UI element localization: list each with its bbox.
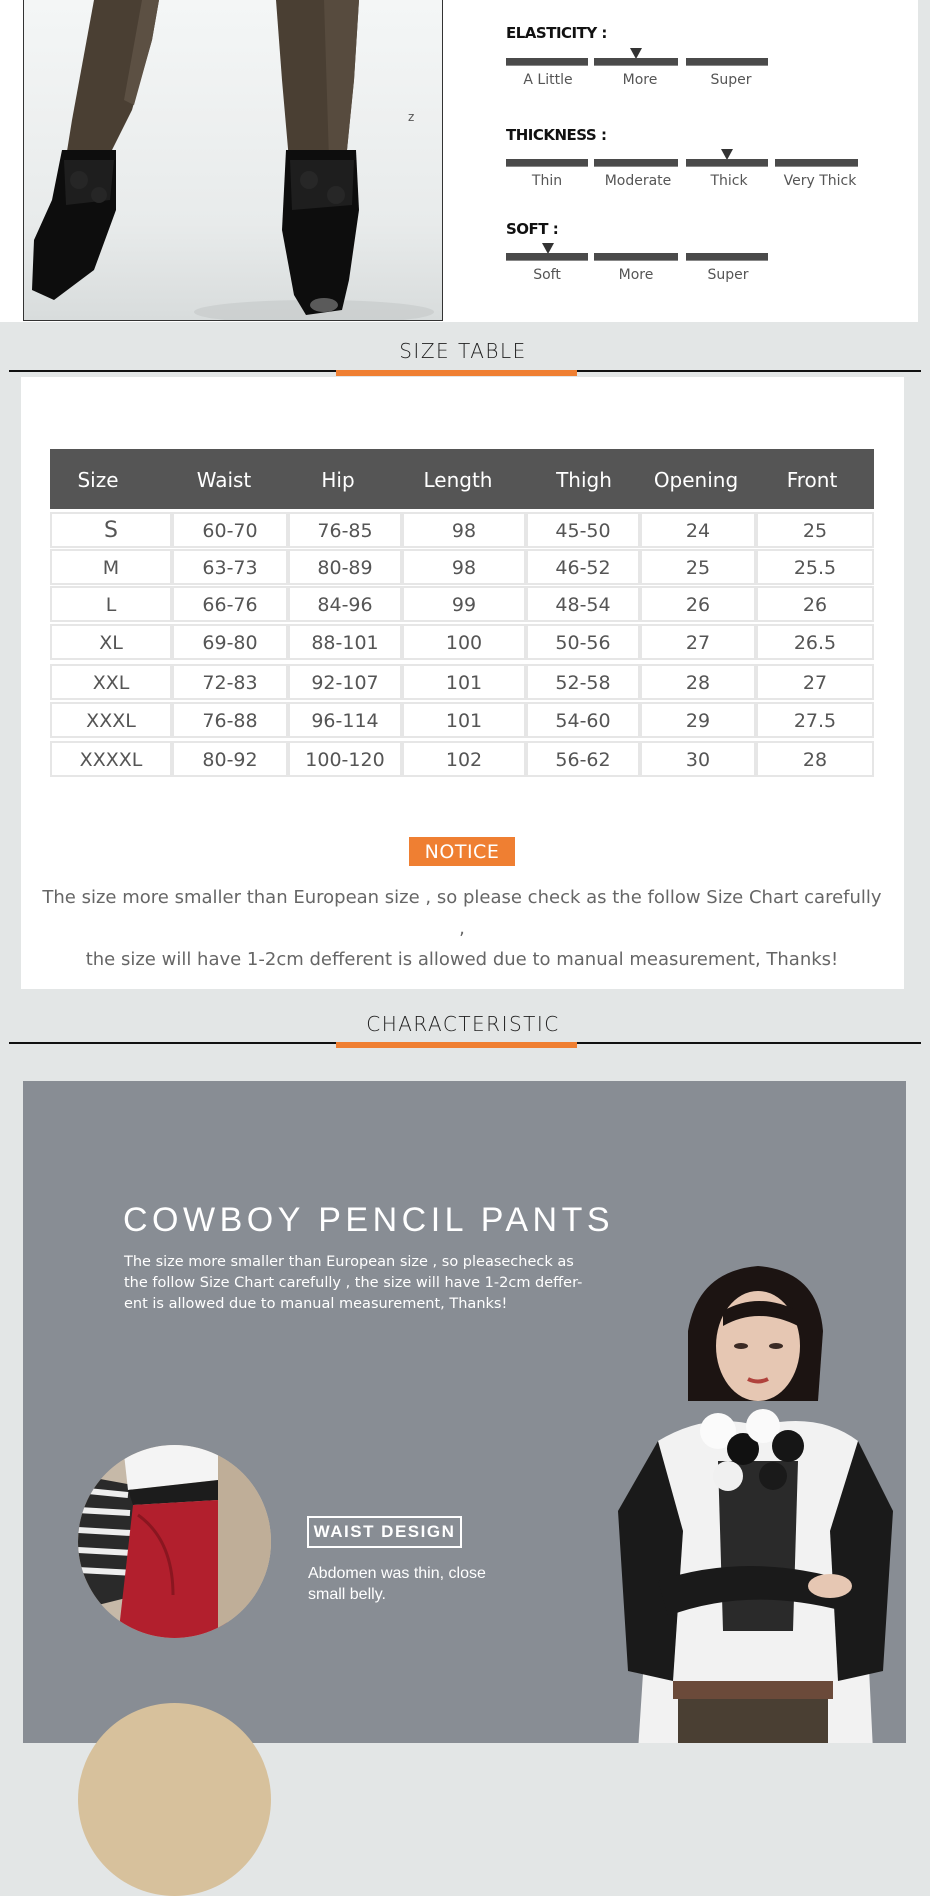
detail-photo [78,1703,271,1896]
header-length: Length [423,468,493,492]
product-photo-illustration [24,0,443,321]
table-row [50,702,874,738]
section-accent-bar [336,1042,577,1048]
feature-title: WAIST DESIGN [307,1516,462,1548]
header-waist: Waist [196,468,252,492]
table-cell: 96-114 [288,702,402,738]
elasticity-label: ELASTICITY : [506,24,607,42]
description-line: ent is allowed due to manual measurement, Thanks! [124,1296,508,1312]
table-cell: 69-80 [172,624,288,660]
thickness-option: Very Thick [783,173,857,189]
table-cell: 88-101 [288,624,402,660]
header-opening: Opening [653,468,739,492]
description-line: the follow Size Chart carefully , the size will have 1-2cm deffer- [124,1275,583,1291]
table-cell: 63-73 [172,549,288,585]
photo-mark: z [408,110,415,124]
table-cell: M [50,549,172,585]
table-row [50,741,874,777]
table-cell: 99 [402,586,526,622]
table-cell: 25 [756,512,874,548]
table-cell: 48-54 [526,586,640,622]
table-cell: 52-58 [526,664,640,700]
table-cell: XXXXL [50,741,172,777]
table-cell: 25.5 [756,549,874,585]
table-row [50,512,874,548]
table-cell: 56-62 [526,741,640,777]
model-photo [598,1251,898,1743]
elasticity-bar [506,58,588,66]
notice-text [40,882,884,975]
elasticity-bar [594,58,678,66]
table-cell: 27 [756,664,874,700]
thickness-option: Moderate [604,173,672,189]
table-cell: 101 [402,664,526,700]
thickness-bar [686,159,768,167]
notice-badge: NOTICE [409,837,515,866]
table-cell: 50-56 [526,624,640,660]
product-photo-legs [23,0,443,321]
table-cell: 24 [640,512,756,548]
feature-line: Abdomen was thin, close [308,1565,486,1582]
table-cell: 46-52 [526,549,640,585]
waist-detail-illustration [78,1445,271,1638]
table-cell: 72-83 [172,664,288,700]
table-cell: 76-85 [288,512,402,548]
table-cell: 28 [640,664,756,700]
table-cell: 26 [756,586,874,622]
waist-detail-photo [78,1445,271,1638]
header-hip: Hip [321,468,355,492]
characteristic-panel [23,1081,906,1743]
table-cell: 100 [402,624,526,660]
description-line: The size more smaller than European size , so pleasecheck as [124,1254,574,1270]
table-cell: 84-96 [288,586,402,622]
elasticity-option: Super [710,72,752,88]
soft-option: Super [707,267,749,283]
size-table-title: SIZE TABLE [399,339,527,363]
thickness-bar [775,159,858,167]
table-cell: S [50,512,172,548]
table-row [50,664,874,700]
size-table-header [50,449,874,509]
table-cell: 54-60 [526,702,640,738]
table-cell: 26 [640,586,756,622]
section-accent-bar [336,370,577,376]
thickness-label: THICKNESS : [506,126,607,144]
elasticity-bar [686,58,768,66]
notice-line: the size will have 1-2cm defferent is allowed due to manual measurement, Thanks! [85,949,839,970]
header-front: Front [786,468,838,492]
soft-bar [594,253,678,261]
table-cell: 60-70 [172,512,288,548]
table-cell: 29 [640,702,756,738]
table-cell: 98 [402,512,526,548]
table-cell: 26.5 [756,624,874,660]
thickness-bar [594,159,678,167]
product-heading: COWBOY PENCIL PANTS [123,1201,615,1239]
table-cell: 28 [756,741,874,777]
thickness-option: Thick [710,173,748,189]
table-cell: 102 [402,741,526,777]
table-row [50,586,874,622]
table-cell: 80-92 [172,741,288,777]
header-thigh: Thigh [556,468,612,492]
notice-line: The size more smaller than European size , so please check as the follow Size Chart carefully , [42,887,882,939]
table-cell: 27 [640,624,756,660]
thickness-option: Thin [531,173,563,189]
table-row [50,549,874,585]
table-cell: XXL [50,664,172,700]
table-cell: 25 [640,549,756,585]
table-cell: 101 [402,702,526,738]
table-cell: 30 [640,741,756,777]
soft-bar [506,253,588,261]
table-row [50,624,874,660]
soft-option: Soft [533,267,561,283]
soft-label: SOFT : [506,220,559,238]
table-cell: 27.5 [756,702,874,738]
elasticity-option: More [622,72,658,88]
table-cell: L [50,586,172,622]
soft-bar [686,253,768,261]
feature-description [308,1563,508,1605]
soft-option: More [618,267,654,283]
table-cell: 45-50 [526,512,640,548]
characteristic-title: CHARACTERISTIC [366,1012,560,1036]
table-cell: XL [50,624,172,660]
thickness-bar [506,159,588,167]
table-cell: 76-88 [172,702,288,738]
table-cell: 100-120 [288,741,402,777]
table-cell: 66-76 [172,586,288,622]
table-cell: 98 [402,549,526,585]
table-cell: 92-107 [288,664,402,700]
header-size: Size [77,468,119,492]
table-cell: 80-89 [288,549,402,585]
feature-line: small belly. [308,1586,386,1603]
elasticity-option: A Little [523,72,573,88]
product-description [124,1252,584,1315]
table-cell: XXXL [50,702,172,738]
